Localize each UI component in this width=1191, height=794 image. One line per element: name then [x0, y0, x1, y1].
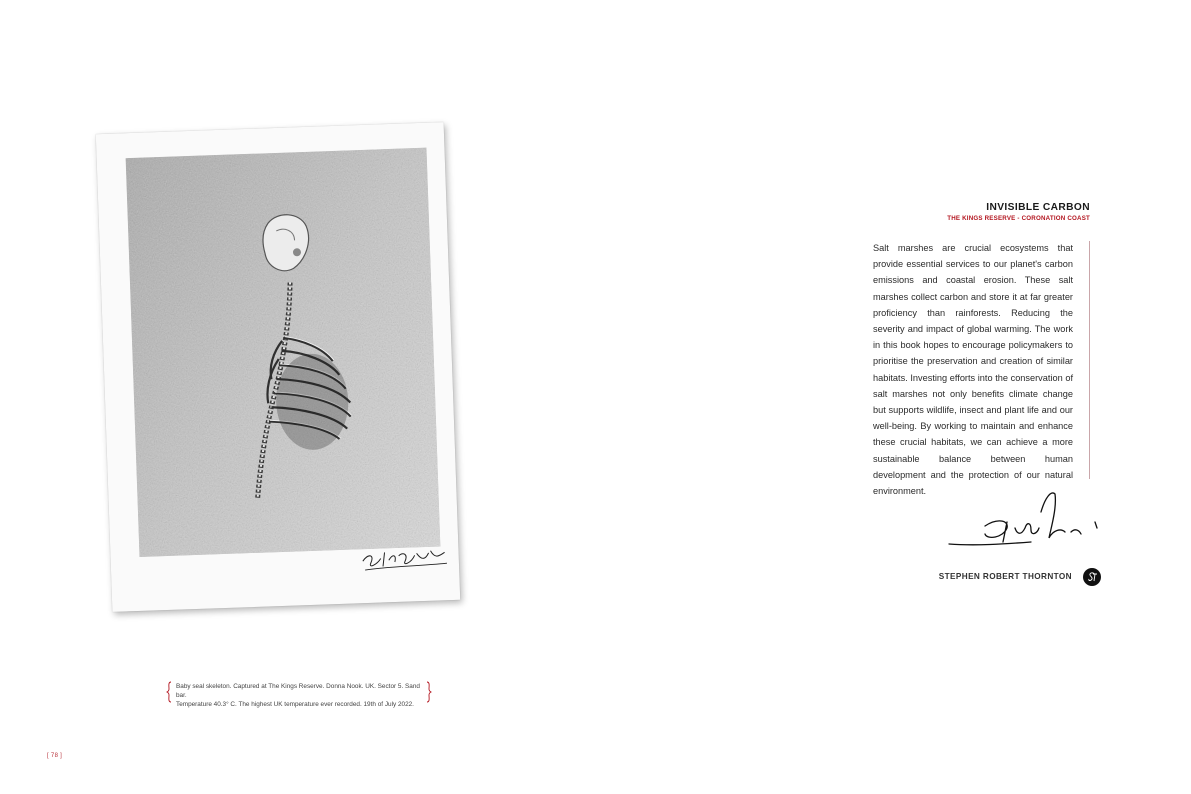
right-brace-icon [426, 681, 432, 703]
page-number: [ 78 ] [47, 753, 63, 759]
article-body: Salt marshes are crucial ecosystems that provide essential services to our planet's carbon emissions and coastal erosion. These salt marshes collect carbon and store it at far greater proficiency than rainforests. Reducing the severity and impact of global warming. The work in this book hopes to encourage policymakers to prioritise the preservation and creation of similar habitats. Investing efforts into the conservation of salt marshes not only benefits climate change but supports wildlife, insect and plant life and our well-being. By working to maintain and enhance these crucial habitats, we can achieve a more sustainable balance between human development and the protection of our natural environment. [873, 243, 1073, 497]
left-brace-icon [166, 681, 172, 703]
article-subtitle: THE KINGS RESERVE - CORONATION COAST [947, 215, 1090, 222]
vertical-rule [1089, 241, 1090, 479]
photo-print [96, 122, 460, 612]
photo-inscription-signature [358, 540, 451, 573]
article-heading [880, 201, 1090, 223]
sand-photo-graphic [126, 148, 441, 557]
photo-caption [166, 681, 432, 708]
author-monogram-icon [1083, 568, 1101, 586]
seal-skeleton-photo [126, 148, 441, 557]
author-name: STEPHEN ROBERT THORNTON [938, 572, 1072, 581]
author-signature [945, 488, 1105, 552]
article-title: INVISIBLE CARBON [986, 202, 1090, 213]
caption-text: Baby seal skeleton. Captured at The Kings Reserve. Donna Nook. UK. Sector 5. Sand bar. Temperature 40.3° C. The highest UK temperature ever recorded. 19th of July 2022. [176, 683, 420, 708]
